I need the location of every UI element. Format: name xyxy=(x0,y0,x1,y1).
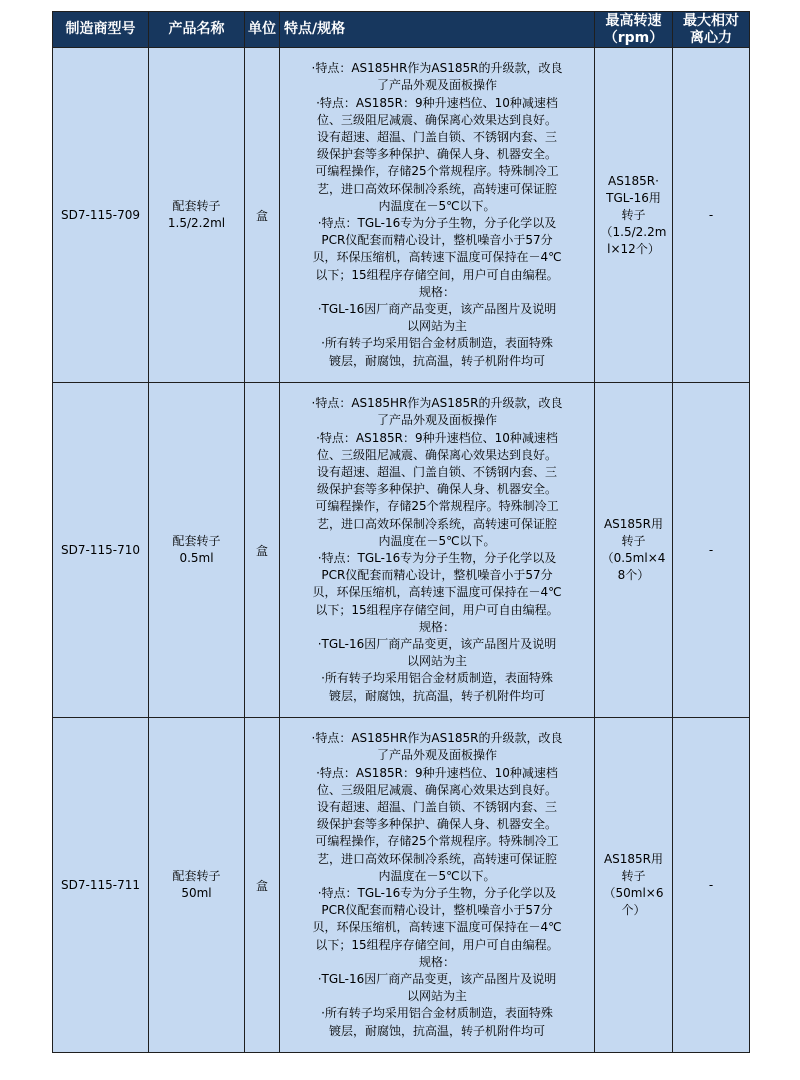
feature-line: 位、三级阻尼减震、确保离心效果达到良好。 xyxy=(316,112,557,127)
feature-line: 内温度在－5℃以下。 xyxy=(378,198,496,213)
max-speed-line: 8个） xyxy=(617,568,650,582)
feature-line: 以网站为主 xyxy=(406,989,467,1004)
feature-line: ·特点：TGL-16专为分子生物，分子化学以及 xyxy=(317,216,557,230)
feature-line: ·TGL-16因厂商产品变更，该产品图片及说明 xyxy=(317,637,557,652)
feature-line: 级保护套等多种保护、确保人身、机器安全。 xyxy=(316,147,557,162)
feature-line: 贝，环保压缩机，高转速下温度可保持在－4℃ xyxy=(312,585,562,600)
feature-line: 以下；15组程序存储空间，用户可自由编程。 xyxy=(315,602,559,617)
feature-line: 了产品外观及面板操作 xyxy=(376,748,497,763)
feature-line: ·TGL-16因厂商产品变更，该产品图片及说明 xyxy=(317,972,557,987)
cell-product-name xyxy=(149,383,245,718)
max-speed-line: AS185R用 xyxy=(603,517,664,531)
cell-max-speed xyxy=(595,718,673,1053)
feature-line: 位、三级阻尼减震、确保离心效果达到良好。 xyxy=(316,447,557,462)
feature-line: ·所有转子均采用铝合金材质制造，表面特殊 xyxy=(321,1006,553,1021)
feature-line: 艺，进口高效环保制冷系统，高转速可保证腔 xyxy=(316,181,557,196)
feature-line: ·特点：AS185HR作为AS185R的升级款，改良 xyxy=(311,61,563,76)
header-model: 制造商型号 xyxy=(53,12,149,48)
header-max-rcf-line1: 最大相对 xyxy=(683,12,739,29)
table-row xyxy=(53,718,750,1053)
features-text xyxy=(280,730,594,1040)
feature-line: 了产品外观及面板操作 xyxy=(376,78,497,93)
feature-line: 以网站为主 xyxy=(406,654,467,669)
feature-line: 可编程操作，存储25个常规程序。特殊制冷工 xyxy=(315,499,559,514)
feature-line: 设有超速、超温、门盖自锁、不锈钢内套、三 xyxy=(316,129,557,144)
feature-line: 可编程操作，存储25个常规程序。特殊制冷工 xyxy=(315,164,559,179)
max-speed-line: 转子 xyxy=(621,869,646,883)
cell-unit: 盒 xyxy=(245,718,280,1053)
feature-line: ·所有转子均采用铝合金材质制造，表面特殊 xyxy=(321,336,553,351)
feature-line: ·特点：TGL-16专为分子生物，分子化学以及 xyxy=(317,886,557,900)
feature-line: PCR仪配套而精心设计，整机噪音小于57分 xyxy=(321,568,553,583)
header-max-rcf xyxy=(673,12,750,48)
table-body xyxy=(53,48,750,1053)
feature-line: PCR仪配套而精心设计，整机噪音小于57分 xyxy=(321,233,553,248)
cell-max-rcf: - xyxy=(673,718,750,1053)
max-speed-line: 个） xyxy=(621,903,646,917)
max-speed-line: AS185R· xyxy=(608,173,659,188)
feature-line: 贝，环保压缩机，高转速下温度可保持在－4℃ xyxy=(312,920,562,935)
feature-line: ·特点：AS185R：9种升速档位、10种减速档 xyxy=(316,430,558,445)
feature-line: 镀层，耐腐蚀，抗高温，转子机附件均可 xyxy=(328,688,545,703)
feature-line: 镀层，耐腐蚀，抗高温，转子机附件均可 xyxy=(328,1023,545,1038)
header-max-speed-line2: （rpm） xyxy=(603,29,664,46)
feature-line: ·特点：TGL-16专为分子生物，分子化学以及 xyxy=(317,551,557,565)
feature-line: 镀层，耐腐蚀，抗高温，转子机附件均可 xyxy=(328,353,545,368)
feature-line: ·特点：AS185HR作为AS185R的升级款，改良 xyxy=(311,396,563,411)
feature-line: 级保护套等多种保护、确保人身、机器安全。 xyxy=(316,482,557,497)
cell-unit: 盒 xyxy=(245,383,280,718)
product-name-name-line1: 配套转子 xyxy=(172,199,221,213)
cell-model: SD7-115-711 xyxy=(53,718,149,1053)
product-spec-table xyxy=(52,11,750,1053)
features-text xyxy=(280,395,594,705)
max-speed-line: （1.5/2.2m xyxy=(600,224,667,239)
cell-product-name xyxy=(149,718,245,1053)
feature-line: 规格： xyxy=(418,619,455,634)
feature-line: 艺，进口高效环保制冷系统，高转速可保证腔 xyxy=(316,851,557,866)
product-name-name-line2: 1.5/2.2ml xyxy=(167,216,226,230)
cell-model: SD7-115-709 xyxy=(53,48,149,383)
header-features: 特点/规格 xyxy=(280,12,595,48)
header-max-speed-line1: 最高转速 xyxy=(605,12,662,29)
cell-features xyxy=(280,383,595,718)
feature-line: 位、三级阻尼减震、确保离心效果达到良好。 xyxy=(316,782,557,797)
feature-line: 级保护套等多种保护、确保人身、机器安全。 xyxy=(316,817,557,832)
feature-line: PCR仪配套而精心设计，整机噪音小于57分 xyxy=(321,903,553,918)
header-max-rcf-line2: 离心力 xyxy=(690,29,732,46)
product-name-name-line2: 50ml xyxy=(181,886,212,900)
feature-line: ·特点：AS185R：9种升速档位、10种减速档 xyxy=(316,765,558,780)
cell-max-rcf: - xyxy=(673,383,750,718)
feature-line: 规格： xyxy=(418,284,455,299)
product-name-name-line1: 配套转子 xyxy=(172,869,221,883)
max-speed-line: （0.5ml×4 xyxy=(601,551,666,565)
feature-line: ·特点：AS185R：9种升速档位、10种减速档 xyxy=(316,95,558,110)
feature-line: 设有超速、超温、门盖自锁、不锈钢内套、三 xyxy=(316,464,557,479)
header-max-speed xyxy=(595,12,673,48)
max-speed-line: TGL-16用 xyxy=(606,190,661,205)
cell-max-rcf: - xyxy=(673,48,750,383)
product-name-name-line2: 0.5ml xyxy=(179,551,214,565)
feature-line: 内温度在－5℃以下。 xyxy=(378,868,496,883)
cell-unit: 盒 xyxy=(245,48,280,383)
cell-max-speed xyxy=(595,48,673,383)
table-row xyxy=(53,48,750,383)
features-text xyxy=(280,60,594,370)
max-speed-line: （50ml×6 xyxy=(603,886,664,900)
max-speed-line: 转子 xyxy=(621,207,646,222)
table-row xyxy=(53,383,750,718)
max-speed-line: 转子 xyxy=(621,534,646,548)
cell-product-name xyxy=(149,48,245,383)
cell-features xyxy=(280,718,595,1053)
feature-line: 可编程操作，存储25个常规程序。特殊制冷工 xyxy=(315,834,559,849)
feature-line: 以下；15组程序存储空间，用户可自由编程。 xyxy=(315,267,559,282)
feature-line: 以下；15组程序存储空间，用户可自由编程。 xyxy=(315,937,559,952)
table-header-row xyxy=(53,12,750,48)
header-unit: 单位 xyxy=(245,12,280,48)
feature-line: 设有超速、超温、门盖自锁、不锈钢内套、三 xyxy=(316,799,557,814)
feature-line: 艺，进口高效环保制冷系统，高转速可保证腔 xyxy=(316,516,557,531)
cell-model: SD7-115-710 xyxy=(53,383,149,718)
max-speed-line: l×12个） xyxy=(607,241,660,256)
header-product-name: 产品名称 xyxy=(149,12,245,48)
max-speed-line: AS185R用 xyxy=(603,852,664,866)
feature-line: ·TGL-16因厂商产品变更，该产品图片及说明 xyxy=(317,302,557,317)
feature-line: 以网站为主 xyxy=(406,319,467,334)
feature-line: ·特点：AS185HR作为AS185R的升级款，改良 xyxy=(311,731,563,746)
feature-line: 规格： xyxy=(418,954,455,969)
product-name-name-line1: 配套转子 xyxy=(172,534,221,548)
feature-line: 内温度在－5℃以下。 xyxy=(378,533,496,548)
feature-line: 贝，环保压缩机，高转速下温度可保持在－4℃ xyxy=(312,250,562,265)
cell-max-speed xyxy=(595,383,673,718)
feature-line: 了产品外观及面板操作 xyxy=(376,413,497,428)
feature-line: ·所有转子均采用铝合金材质制造，表面特殊 xyxy=(321,671,553,686)
cell-features xyxy=(280,48,595,383)
